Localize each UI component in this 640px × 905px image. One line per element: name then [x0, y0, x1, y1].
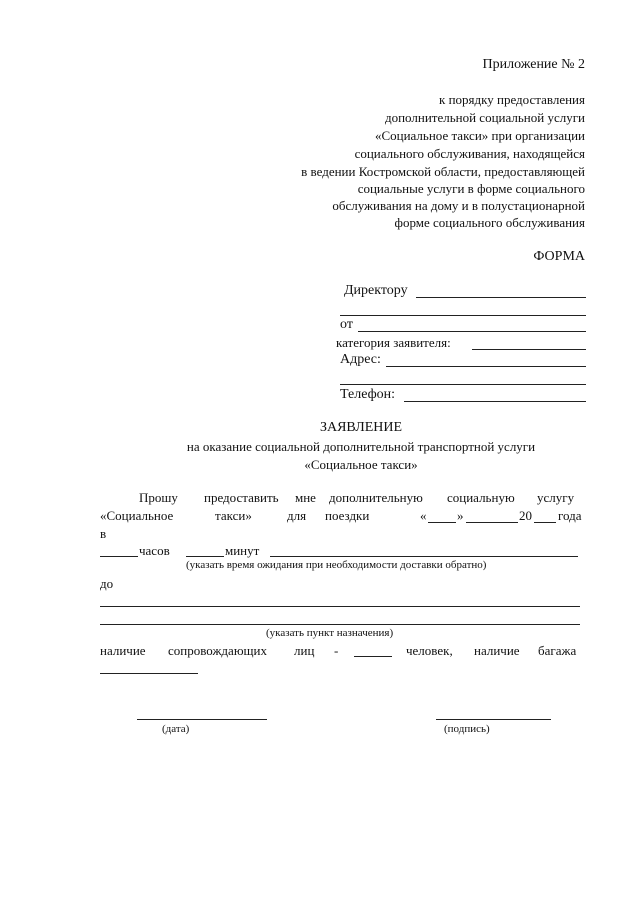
from-label: от	[340, 317, 353, 332]
appendix-line-2: дополнительной социальной услуги	[384, 110, 585, 125]
destination-hint: (указать пункт назначения)	[266, 627, 394, 639]
director-field-2[interactable]	[340, 315, 586, 316]
phone-field[interactable]	[404, 401, 586, 402]
year-label: года	[558, 508, 582, 523]
body-r5-word-7: багажа	[538, 643, 577, 658]
appendix-line-5: в ведении Костромской области, предоставляющей	[301, 164, 585, 179]
minutes-field[interactable]	[186, 556, 224, 557]
statement-title: ЗАЯВЛЕНИЕ	[319, 420, 403, 435]
body-word-3: мне	[295, 490, 316, 505]
statement-subtitle-2: «Социальное такси»	[304, 457, 418, 472]
wait-time-field[interactable]	[270, 556, 578, 557]
statement-subtitle-1: на оказание социальной дополнительной транспортной услуги	[186, 439, 536, 454]
body-r5-word-5: человек,	[406, 643, 453, 658]
quote-open: «	[420, 508, 427, 523]
from-field[interactable]	[358, 331, 586, 332]
body-word-1: Прошу	[139, 490, 178, 505]
wait-hint: (указать время ожидания при необходимости доставки обратно)	[186, 559, 487, 571]
date-field[interactable]	[137, 719, 267, 720]
destination-field-1[interactable]	[100, 606, 580, 607]
appendix-title: Приложение № 2	[482, 57, 585, 72]
body-r5-word-6: наличие	[474, 643, 520, 658]
body-r5-word-1: наличие	[100, 643, 146, 658]
body-word-6: услугу	[537, 490, 575, 505]
form-label: ФОРМА	[533, 249, 585, 264]
appendix-line-8: форме социального обслуживания	[394, 215, 585, 230]
phone-label: Телефон:	[340, 387, 396, 402]
appendix-line-7: обслуживания на дому и в полустационарной	[332, 198, 585, 213]
year-prefix: 20	[519, 508, 532, 523]
body-r5-word-3: лиц	[294, 643, 315, 658]
hours-field[interactable]	[100, 556, 138, 557]
appendix-line-1: к порядку предоставления	[439, 92, 585, 107]
day-field[interactable]	[428, 522, 456, 523]
category-field[interactable]	[472, 349, 586, 350]
address-field[interactable]	[386, 366, 586, 367]
month-field[interactable]	[466, 522, 518, 523]
to-label: до	[100, 576, 114, 591]
body-r2-word-2: такси»	[215, 508, 252, 523]
minutes-label: минут	[225, 543, 260, 558]
body-word-4: дополнительную	[329, 490, 423, 505]
appendix-line-3: «Социальное такси» при организации	[374, 128, 585, 143]
appendix-line-6: социальные услуги в форме социального	[357, 181, 585, 196]
body-r5-word-2: сопровождающих	[168, 643, 267, 658]
director-label: Директору	[344, 283, 408, 298]
body-r2-word-1: «Социальное	[100, 508, 174, 523]
body-r2-word-3: для	[287, 508, 307, 523]
body-word-5: социальную	[447, 490, 515, 505]
hours-label: часов	[139, 543, 170, 558]
signature-field[interactable]	[436, 719, 551, 720]
category-label: категория заявителя:	[336, 335, 451, 350]
companions-field[interactable]	[354, 656, 392, 657]
body-r2-word-4: поездки	[325, 508, 370, 523]
signature-label: (подпись)	[444, 723, 490, 735]
luggage-field[interactable]	[100, 673, 198, 674]
body-word-2: предоставить	[204, 490, 279, 505]
year-field[interactable]	[534, 522, 556, 523]
director-field[interactable]	[416, 297, 586, 298]
address-label: Адрес:	[340, 352, 381, 367]
quote-close: »	[457, 508, 464, 523]
body-r5-word-4: -	[334, 643, 339, 658]
body-v: в	[100, 526, 107, 541]
appendix-line-4: социального обслуживания, находящейся	[354, 146, 585, 161]
address-field-2[interactable]	[340, 384, 586, 385]
destination-field-2[interactable]	[100, 624, 580, 625]
date-label: (дата)	[162, 723, 190, 735]
